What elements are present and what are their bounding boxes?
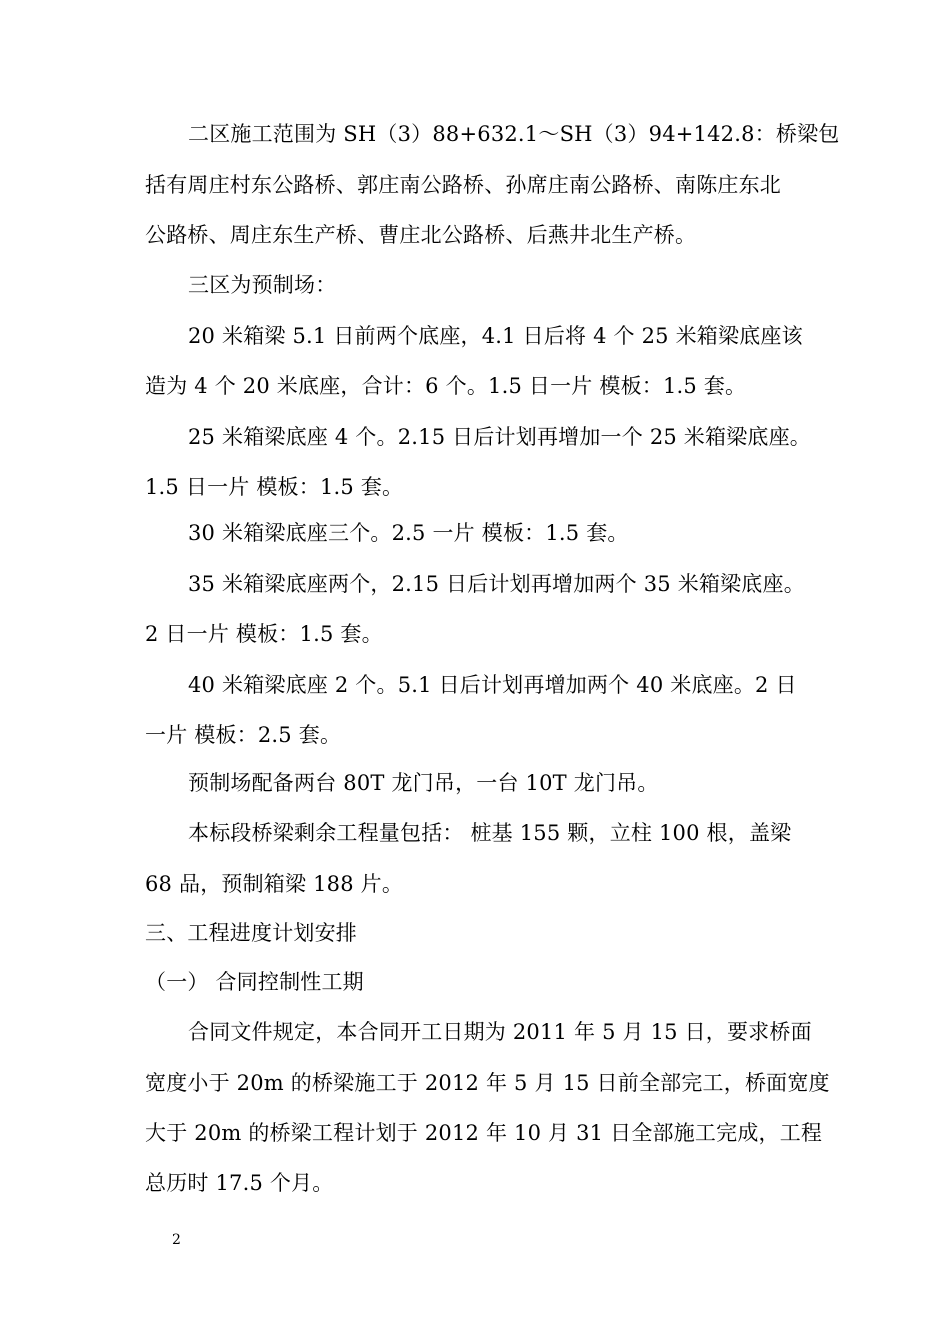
paragraph-line: 括有周庄村东公路桥、郭庄南公路桥、孙席庄南公路桥、南陈庄东北 <box>145 173 781 197</box>
paragraph-line: 预制场配备两台 80T 龙门吊，一台 10T 龙门吊。 <box>188 771 659 795</box>
paragraph-line: 合同文件规定，本合同开工日期为 2011 年 5 月 15 日，要求桥面 <box>188 1020 812 1044</box>
page-number: 2 <box>172 1232 181 1248</box>
paragraph-line: 公路桥、周庄东生产桥、曹庄北公路桥、后燕井北生产桥。 <box>145 223 697 247</box>
paragraph-line: 2 日一片 模板：1.5 套。 <box>145 622 383 646</box>
paragraph-line: 25 米箱梁底座 4 个。2.15 日后计划再增加一个 25 米箱梁底座。 <box>188 425 812 449</box>
paragraph-line: 二区施工范围为 SH（3）88+632.1～SH（3）94+142.8：桥梁包 <box>188 122 840 146</box>
paragraph-line: 造为 4 个 20 米底座，合计：6 个。1.5 日一片 模板：1.5 套。 <box>145 374 747 398</box>
paragraph-line: 宽度小于 20m 的桥梁施工于 2012 年 5 月 15 日前全部完工，桥面宽度 <box>145 1071 830 1095</box>
paragraph-line: 20 米箱梁 5.1 日前两个底座，4.1 日后将 4 个 25 米箱梁底座该 <box>188 324 803 348</box>
paragraph-line: 35 米箱梁底座两个，2.15 日后计划再增加两个 35 米箱梁底座。 <box>188 572 805 596</box>
paragraph-line: 40 米箱梁底座 2 个。5.1 日后计划再增加两个 40 米底座。2 日 <box>188 673 797 697</box>
paragraph-line: 68 品，预制箱梁 188 片。 <box>145 872 404 896</box>
section-heading: 三、工程进度计划安排 <box>145 921 357 945</box>
paragraph-line: 总历时 17.5 个月。 <box>145 1171 334 1195</box>
subsection-heading: （一） 合同控制性工期 <box>145 970 364 994</box>
paragraph-line: 大于 20m 的桥梁工程计划于 2012 年 10 月 31 日全部施工完成，工程 <box>145 1121 823 1145</box>
paragraph-line: 本标段桥梁剩余工程量包括： 桩基 155 颗，立柱 100 根，盖梁 <box>188 821 792 845</box>
paragraph-line: 30 米箱梁底座三个。2.5 一片 模板：1.5 套。 <box>188 521 629 545</box>
paragraph-line: 一片 模板：2.5 套。 <box>145 723 342 747</box>
paragraph-line: 1.5 日一片 模板：1.5 套。 <box>145 475 404 499</box>
paragraph-line: 三区为预制场： <box>188 273 337 297</box>
